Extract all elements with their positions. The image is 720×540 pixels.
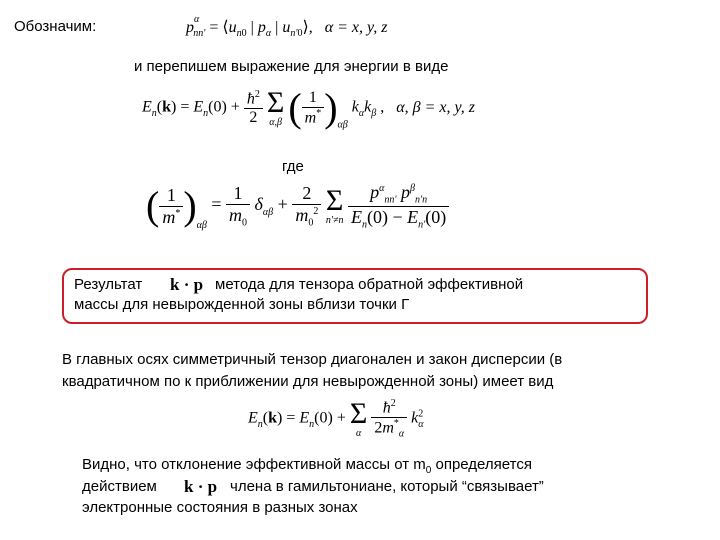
- where-label: где: [282, 158, 304, 175]
- rewrite-text: и перепишем выражение для энергии в виде: [134, 58, 449, 75]
- conclusion-action-end: члена в гамильтониане, который “связывает”: [230, 478, 544, 495]
- result-text-end: метода для тензора обратной эффективной: [215, 276, 524, 293]
- momentum-matrix-equation: $p^\alpha_{nn'}$ = $⟨u_{n0}$ | $p_\alpha$ | $u_{n'0}⟩$, α = x, y, z: [186, 14, 388, 40]
- m0-subscript: 0: [425, 465, 432, 476]
- conclusion-line3: электронные состояния в разных зонах: [82, 499, 358, 516]
- denote-label: Обозначим:: [14, 18, 97, 35]
- principal-axes-line1: В главных осях симметричный тензор диагонален и закон дисперсии (в: [62, 351, 563, 368]
- conclusion-action-start: действием: [82, 478, 157, 495]
- conclusion-line1-end: определяется: [435, 456, 532, 473]
- alphabeta-range: α, β = x, y, z: [396, 98, 475, 116]
- dispersion-equation: $E_n(k) = E_n(0)$ + Σ α $\frac{ħ^2}{2m^*_\alpha}$ $k^2_\alpha$: [248, 396, 424, 440]
- result-text-start: Результат: [74, 276, 143, 293]
- kp-symbol-2: k · p: [184, 477, 218, 496]
- inverse-mass-equation: ( $\frac{1}{m^*}$ )$_{\alpha\beta}$ = $\frac{1}{m_0}$ $\delta_{\alpha\beta}$ + $\frac{2}{m_0^2}$ Σ n'≠n $\frac{p^\alpha_{nn'} p^\beta_{n'n}}{E_n(0) - E_{n'}(0)}$: [146, 182, 449, 231]
- conclusion-line1-start: Видно, что отклонение эффективной массы от m: [82, 456, 426, 473]
- alpha-range: α = x, y, z: [324, 19, 388, 36]
- conclusion-line1: [82, 456, 532, 476]
- result-text-line2: массы для невырожденной зоны вблизи точки Г: [74, 296, 410, 313]
- kp-symbol: k · p: [170, 275, 204, 294]
- energy-equation: $E_n(k) = E_n(0)$ + $\frac{ħ^2}{2}$ Σ α,β ( $\frac{1}{m^*}$ )$_{\alpha\beta}$ $k_\alpha k_\beta$ , α, β = x, y, z: [142, 85, 475, 131]
- principal-axes-line2: квадратичном по к приближении для невырожденной зоны) имеет вид: [62, 373, 554, 390]
